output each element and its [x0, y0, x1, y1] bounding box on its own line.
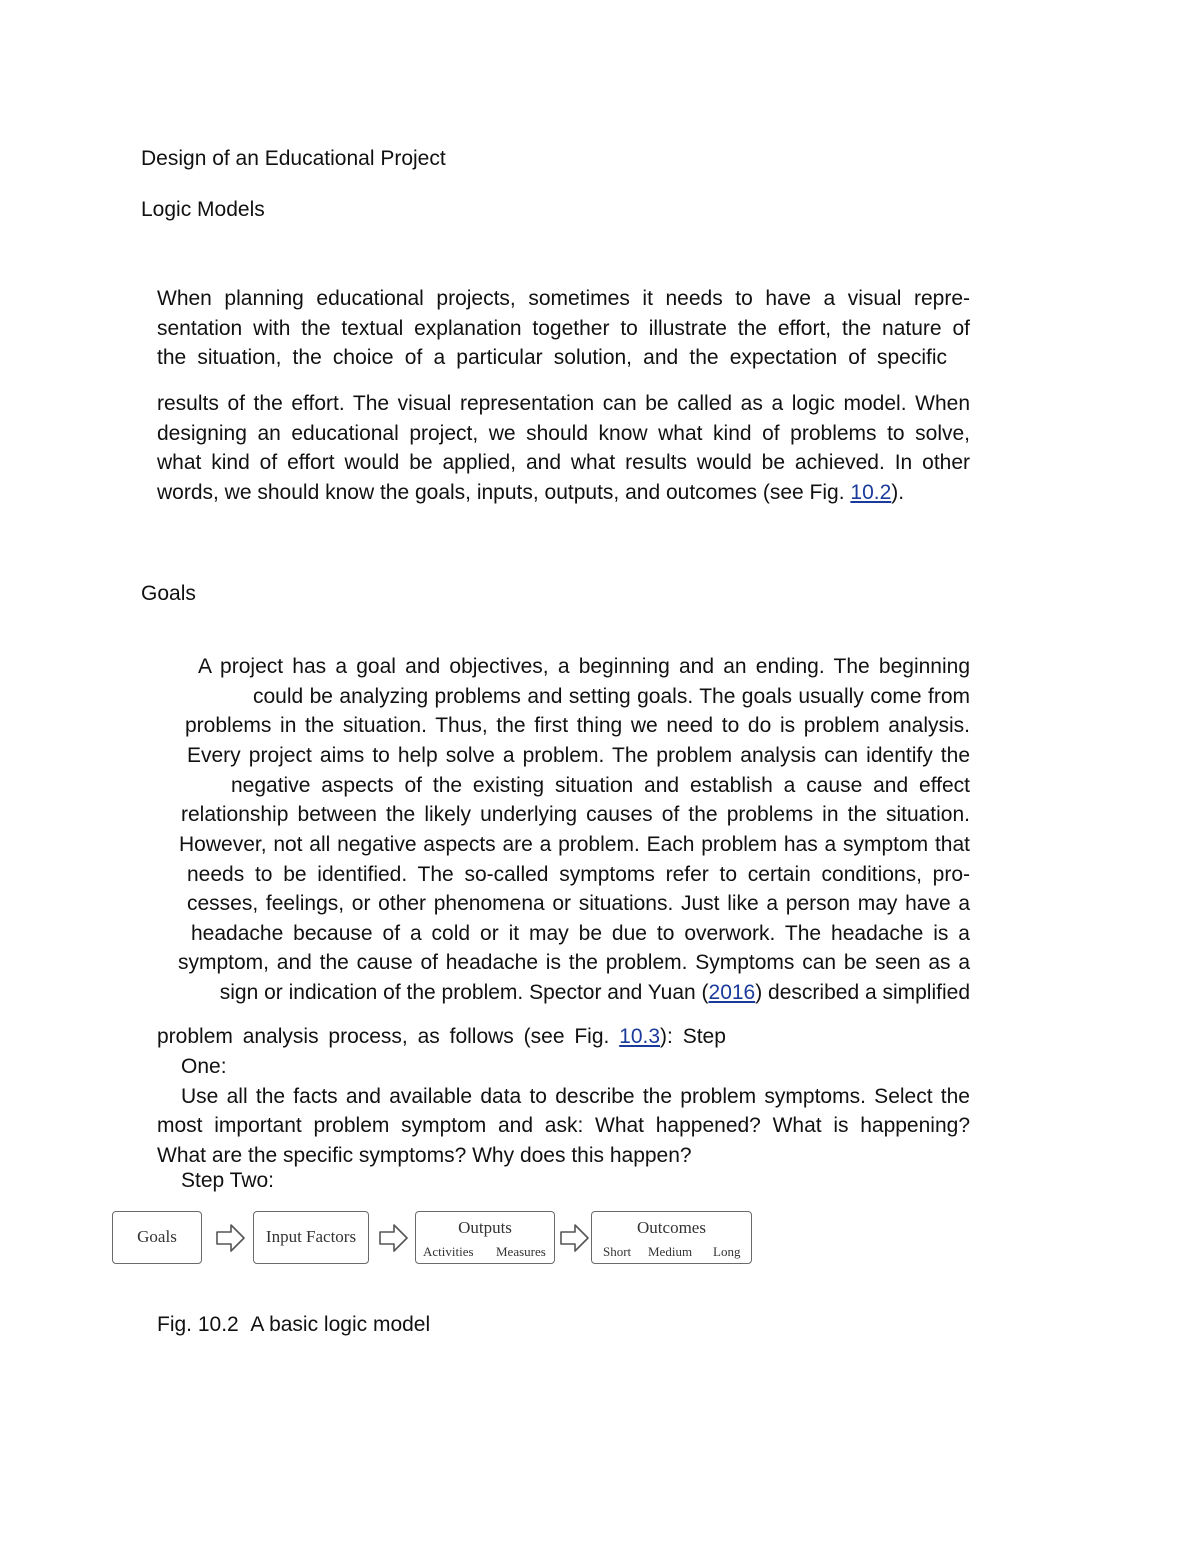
outputs-measures: Measures: [496, 1244, 546, 1259]
text-line: most important problem symptom and ask: What happened? What is happening?: [157, 1114, 970, 1137]
text-line: symptom, and the cause of headache is the problem. Symptoms can be seen as a: [178, 951, 970, 974]
text-line: could be analyzing problems and setting goals. The goals usually come from: [253, 685, 970, 708]
fig-10-2-link[interactable]: 10.2: [850, 481, 892, 504]
text-fragment: ).: [891, 481, 905, 504]
text-line: However, not all negative aspects are a problem. Each problem has a symptom that: [179, 833, 970, 856]
section-heading-logic-models: Logic Models: [141, 198, 265, 221]
text-line: Every project aims to help solve a problem. The problem analysis can identify the: [187, 744, 970, 767]
text-line: relationship between the likely underlying causes of the problems in the situation.: [181, 803, 970, 826]
right-arrow-icon: [378, 1222, 410, 1254]
outcomes-short: Short: [603, 1244, 632, 1259]
document-title: Design of an Educational Project: [141, 147, 446, 170]
text-line: what kind of effort would be applied, and what results would be achieved. In other: [157, 451, 970, 474]
text-line: A project has a goal and objectives, a beginning and an ending. The beginning: [198, 655, 970, 678]
outcomes-medium: Medium: [648, 1244, 693, 1259]
text-line: negative aspects of the existing situation and establish a cause and effect: [231, 774, 970, 797]
text-line: [157, 479, 904, 507]
goals-box-label: Goals: [137, 1227, 177, 1246]
outputs-activities: Activities: [423, 1244, 474, 1259]
text-fragment: words, we should know the goals, inputs, outputs, and outcomes (see Fig.: [157, 481, 851, 504]
text-line: headache because of a cold or it may be due to overwork. The headache is a: [191, 922, 970, 945]
text-line: sentation with the textual explanation together to illustrate the effort, the nature of: [157, 317, 970, 340]
text-fragment: sign or indication of the problem. Spector and Yuan (: [219, 981, 709, 1004]
fig-10-3-link[interactable]: 10.3: [619, 1025, 661, 1048]
right-arrow-icon: [215, 1222, 247, 1254]
outputs-title: Outputs: [458, 1218, 512, 1237]
input-factors-label: Input Factors: [265, 1227, 357, 1246]
text-line: Use all the facts and available data to describe the problem symptoms. Select the: [181, 1085, 970, 1108]
figure-caption-text: A basic logic model: [250, 1313, 431, 1336]
text-line: the situation, the choice of a particular solution, and the expectation of specific: [157, 346, 947, 369]
text-fragment: ): Step: [660, 1025, 726, 1048]
outcomes-long: Long: [713, 1244, 741, 1259]
text-line: What are the specific symptoms? Why does this happen?: [157, 1144, 692, 1167]
citation-2016-link[interactable]: 2016: [708, 981, 756, 1004]
input-factors-box: [253, 1211, 369, 1264]
text-line: problems in the situation. Thus, the first thing we need to do is problem analysis.: [185, 714, 970, 737]
right-arrow-icon: [559, 1222, 591, 1254]
step-two-label: Step Two:: [181, 1169, 275, 1192]
text-line: When planning educational projects, sometimes it needs to have a visual repre-: [157, 287, 970, 310]
text-fragment: problem analysis process, as follows (see Fig.: [157, 1025, 620, 1048]
text-line: results of the effort. The visual representation can be called as a logic model. When: [157, 392, 970, 415]
figure-caption: [157, 1312, 430, 1338]
step-one-label: One:: [181, 1055, 227, 1078]
text-line: [190, 979, 970, 1007]
text-fragment: ) described a simplified: [755, 981, 970, 1004]
outcomes-box: [591, 1211, 752, 1264]
outcomes-title: Outcomes: [637, 1218, 706, 1237]
goals-box: [112, 1211, 202, 1264]
text-line: [157, 1023, 726, 1051]
outputs-box: [415, 1211, 555, 1264]
text-line: designing an educational project, we should know what kind of problems to solve,: [157, 422, 970, 445]
text-line: cesses, feelings, or other phenomena or situations. Just like a person may have a: [187, 892, 970, 915]
section-heading-goals: Goals: [141, 582, 196, 605]
figure-label: Fig. 10.2: [157, 1313, 239, 1336]
text-line: needs to be identified. The so-called symptoms refer to certain conditions, pro-: [187, 863, 970, 886]
